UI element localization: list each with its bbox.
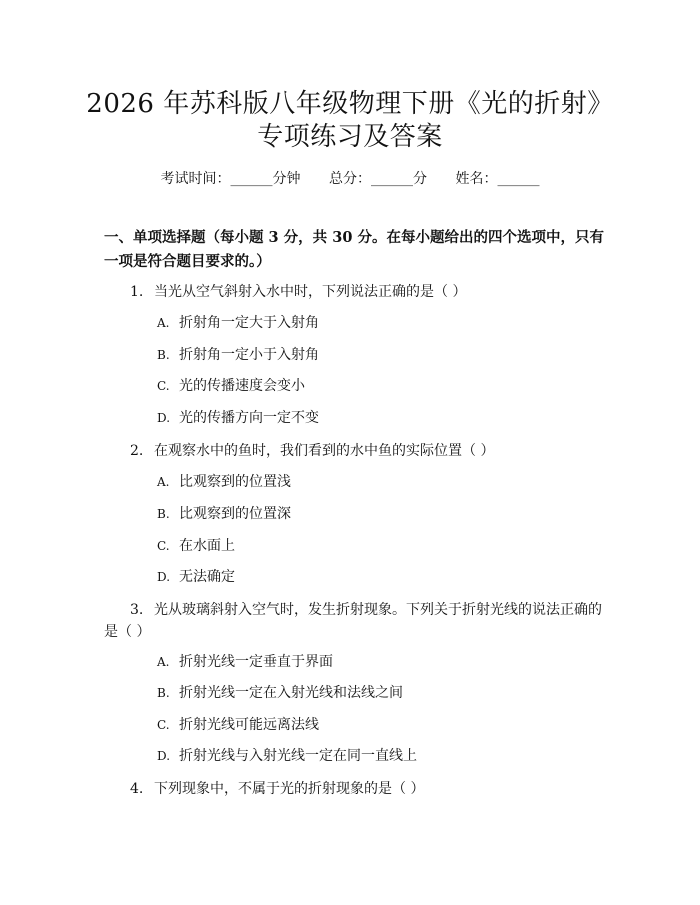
total-score-blank: ______ [371, 171, 413, 187]
option-letter: D. [157, 411, 171, 425]
question-number: 3. [130, 602, 144, 618]
q3-option-a [157, 652, 333, 672]
option-text: 折射光线一定在入射光线和法线之间 [179, 685, 403, 701]
student-name-field [455, 169, 539, 189]
question-number: 1. [130, 284, 144, 300]
option-letter: B. [157, 348, 170, 362]
exam-time-field [161, 169, 301, 189]
question-4 [104, 778, 604, 800]
document-title-line-2: 专项练习及答案 [257, 122, 443, 152]
q2-option-b [157, 504, 291, 524]
document-title-line-1: 2026 年苏科版八年级物理下册《光的折射》 [86, 89, 614, 119]
question-number: 4. [130, 781, 144, 797]
option-letter: A. [157, 655, 170, 669]
q3-option-c [157, 715, 319, 735]
option-letter: B. [157, 686, 170, 700]
option-text: 折射角一定小于入射角 [179, 347, 319, 363]
q3-option-d [157, 746, 417, 766]
q2-option-c [157, 536, 235, 556]
question-text: 光从玻璃斜射入空气时，发生折射现象。下列关于折射光线的说法正确的是（ ） [104, 602, 602, 640]
q1-option-a [157, 313, 319, 333]
exam-time-label: 考试时间： [160, 171, 231, 187]
q3-option-b [157, 683, 403, 703]
q2-option-a [157, 472, 291, 492]
q2-option-d [157, 567, 235, 587]
question-text: 在观察水中的鱼时，我们看到的水中鱼的实际位置（ ） [154, 443, 495, 459]
q1-option-d [157, 408, 319, 428]
option-letter: A. [157, 475, 170, 489]
option-letter: D. [157, 749, 171, 763]
question-text: 下列现象中，不属于光的折射现象的是（ ） [154, 781, 425, 797]
question-1 [104, 281, 604, 303]
option-letter: C. [157, 539, 170, 553]
option-text: 比观察到的位置浅 [179, 474, 291, 490]
option-text: 光的传播方向一定不变 [179, 410, 319, 426]
total-score-unit: 分 [413, 171, 427, 187]
option-letter: C. [157, 718, 170, 732]
option-text: 折射光线一定垂直于界面 [179, 654, 333, 670]
option-letter: D. [157, 570, 171, 584]
option-text: 无法确定 [179, 569, 235, 585]
q1-option-b [157, 345, 319, 365]
question-number: 2. [130, 443, 144, 459]
student-name-label: 姓名： [455, 171, 498, 187]
question-3 [104, 599, 604, 643]
exam-info-row [0, 169, 700, 189]
question-2 [104, 440, 604, 462]
total-score-label: 总分： [329, 171, 371, 187]
question-text: 当光从空气斜射入水中时，下列说法正确的是（ ） [154, 284, 467, 300]
exam-time-unit: 分钟 [272, 171, 301, 187]
q1-option-c [157, 376, 305, 396]
student-name-blank: ______ [497, 171, 540, 187]
total-score-field [329, 169, 427, 189]
option-text: 折射光线与入射光线一定在同一直线上 [179, 748, 417, 764]
exam-time-blank: ______ [230, 171, 273, 187]
option-text: 在水面上 [179, 538, 235, 554]
option-text: 光的传播速度会变小 [179, 378, 305, 394]
option-letter: C. [157, 379, 170, 393]
option-letter: B. [157, 507, 170, 521]
option-text: 折射角一定大于入射角 [179, 315, 319, 331]
option-letter: A. [157, 316, 170, 330]
option-text: 比观察到的位置深 [179, 506, 291, 522]
section-heading-single-choice: 一、单项选择题（每小题 3 分，共 30 分。在每小题给出的四个选项中，只有一项是符合题目要求的。） [104, 229, 604, 270]
option-text: 折射光线可能远离法线 [179, 717, 319, 733]
